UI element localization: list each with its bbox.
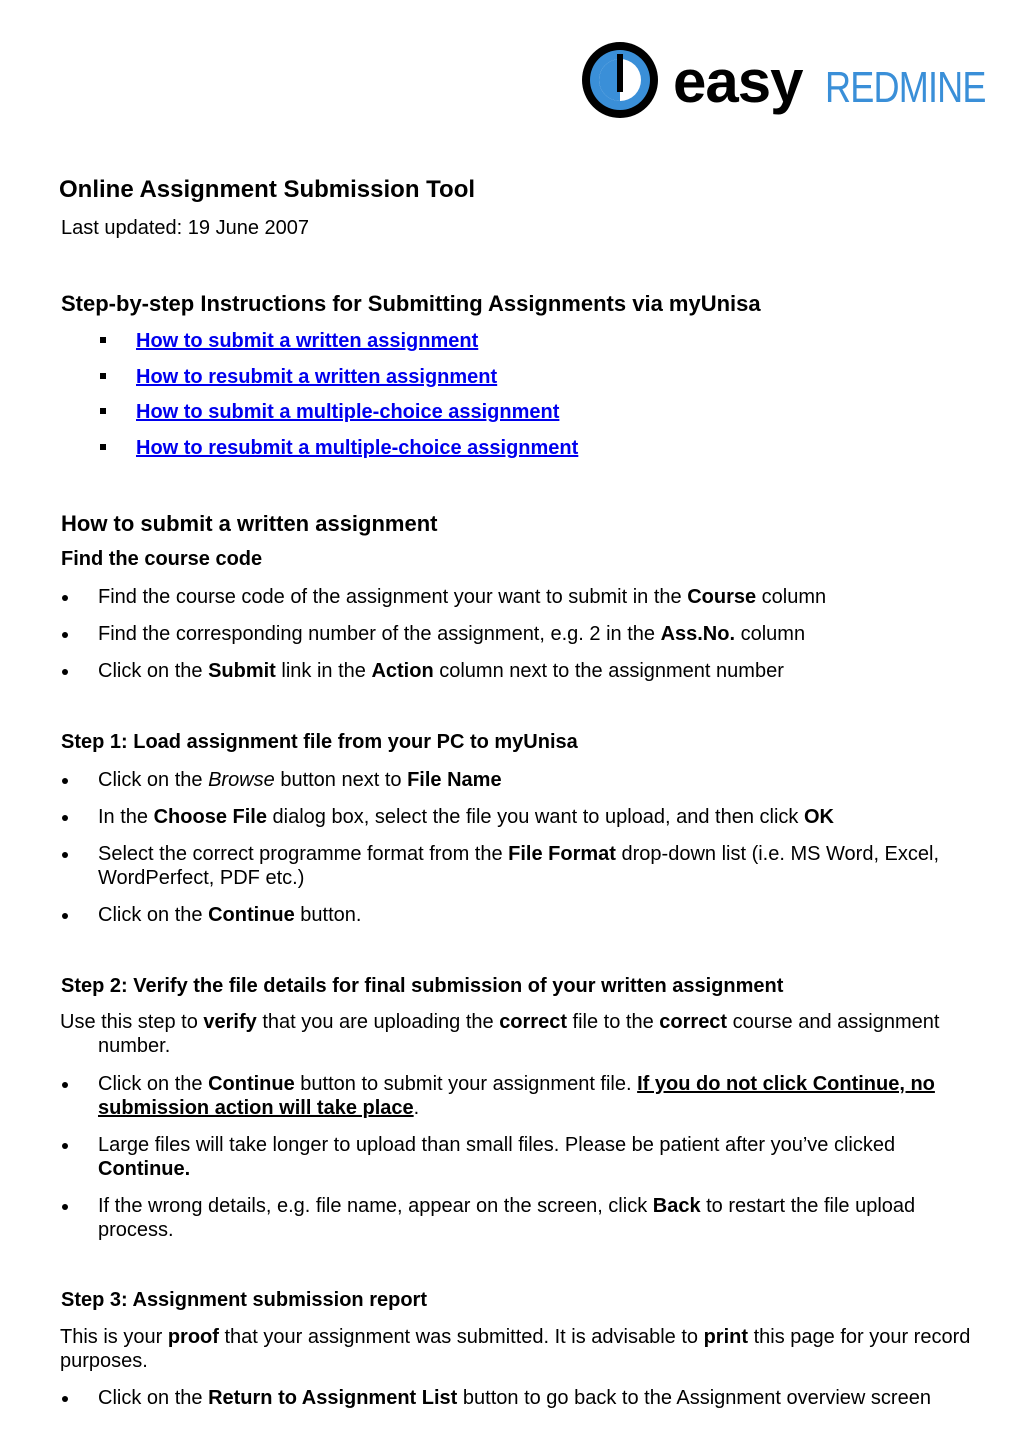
keyword: verify: [203, 1011, 257, 1033]
square-bullet-icon: [100, 337, 106, 343]
text: link in the: [275, 660, 372, 682]
list-item: [60, 622, 990, 646]
keyword: correct: [659, 1011, 728, 1033]
toc-link-resubmit-written[interactable]: How to resubmit a written assignment: [136, 365, 498, 388]
text: Find the course code of the assignment your want to submit in the: [98, 586, 688, 608]
keyword: proof: [167, 1326, 219, 1348]
keyword: Continue: [208, 1073, 295, 1095]
text: that you are uploading the: [256, 1011, 500, 1033]
logo-text-redmine: REDMINE: [825, 63, 986, 112]
text: drop-down list (i.e. MS Word, Excel, WordPerfect, PDF etc.): [98, 843, 940, 889]
text: this page for your record purposes.: [60, 1326, 971, 1372]
bullet-icon: [62, 1204, 68, 1210]
text: If the wrong details, e.g. file name, appear on the screen, click: [98, 1195, 653, 1217]
bullet-icon: [62, 852, 68, 858]
list-item: [60, 659, 990, 683]
list-item: [60, 1386, 990, 1410]
text: file to the: [567, 1011, 660, 1033]
bullet-icon: [62, 1143, 68, 1149]
bullet-icon: [62, 815, 68, 821]
step3-heading: Step 3: Assignment submission report: [61, 1289, 427, 1311]
document-title: Online Assignment Submission Tool: [59, 176, 476, 203]
keyword: Course: [687, 586, 757, 608]
find-course-code-heading: Find the course code: [61, 548, 263, 570]
logo-text-easy: easy: [673, 48, 803, 115]
bullet-icon: [62, 632, 68, 638]
text: Click on the: [98, 769, 209, 791]
section-heading-written: How to submit a written assignment: [61, 511, 438, 536]
keyword: Continue: [208, 904, 295, 926]
text: button to submit your assignment file.: [294, 1073, 638, 1095]
text: This is your: [60, 1326, 168, 1348]
easy-redmine-logo: [580, 40, 986, 120]
step3-intro: [60, 1325, 990, 1373]
toc-item: [100, 434, 578, 470]
step3-list: [60, 1386, 990, 1423]
text: .: [413, 1097, 420, 1119]
text: column next to the assignment number: [433, 660, 784, 682]
toc-link-submit-mcq[interactable]: How to submit a multiple-choice assignment: [136, 401, 560, 423]
text: Click on the: [98, 904, 209, 926]
list-item: [60, 1194, 990, 1242]
list-item: [60, 903, 990, 927]
text: In the: [98, 806, 154, 828]
bullet-icon: [62, 913, 68, 919]
text: button next to: [274, 769, 408, 791]
find-course-code-list: [60, 585, 990, 696]
text: Use this step to: [60, 1011, 204, 1033]
text: column: [735, 623, 806, 645]
text: dialog box, select the file you want to upload, and then click: [266, 806, 804, 828]
text: to restart the file upload process.: [98, 1195, 916, 1241]
easy-redmine-logo-icon: [580, 40, 660, 120]
keyword: Back: [652, 1195, 701, 1217]
toc-link-resubmit-mcq[interactable]: How to resubmit a multiple-choice assignment: [136, 436, 579, 459]
bullet-icon: [62, 669, 68, 675]
list-item: [60, 585, 990, 609]
step1-heading: Step 1: Load assignment file from your PC to myUnisa: [61, 731, 578, 753]
text: Select the correct programme format from the: [98, 843, 509, 865]
text: Large files will take longer to upload than small files. Please be patient after you’ve clicked: [98, 1134, 896, 1156]
text: that your assignment was submitted. It is advisable to: [218, 1326, 704, 1348]
toc-link-submit-written[interactable]: How to submit a written assignment: [136, 330, 479, 352]
keyword: print: [703, 1326, 749, 1348]
list-item: [60, 1072, 990, 1120]
square-bullet-icon: [100, 373, 106, 379]
list-item: [60, 1133, 990, 1181]
keyword: Continue.: [98, 1158, 191, 1180]
text: Click on the: [98, 1073, 209, 1095]
keyword: correct: [499, 1011, 567, 1033]
text: button.: [294, 904, 362, 926]
text: column: [756, 586, 827, 608]
list-item: [60, 842, 990, 890]
keyword: Choose File: [153, 806, 267, 828]
step2-list: [60, 1072, 990, 1255]
text: button to go back to the Assignment overview screen: [457, 1387, 931, 1409]
last-updated: Last updated: 19 June 2007: [61, 217, 309, 239]
step1-list: [60, 768, 990, 940]
bullet-icon: [62, 778, 68, 784]
bullet-icon: [62, 595, 68, 601]
step2-intro: [60, 1010, 990, 1058]
square-bullet-icon: [100, 408, 106, 414]
keyword: File Format: [508, 843, 616, 865]
text: Find the corresponding number of the assignment, e.g. 2 in the: [98, 623, 661, 645]
keyword: File Name: [407, 769, 502, 791]
text: course and assignment: [727, 1011, 940, 1033]
keyword: Ass.No.: [660, 623, 736, 645]
keyword: Return to Assignment List: [208, 1387, 458, 1409]
toc-item: [100, 398, 578, 434]
toc-item: [100, 363, 578, 399]
bullet-icon: [62, 1396, 68, 1402]
keyword: Action: [371, 660, 434, 682]
keyword: Submit: [208, 660, 276, 682]
bullet-icon: [62, 1082, 68, 1088]
text: Click on the: [98, 660, 209, 682]
list-item: [60, 805, 990, 829]
toc-list: [100, 327, 578, 469]
keyword: OK: [803, 806, 834, 828]
list-item: [60, 768, 990, 792]
warning-text: If you do not click Continue, no submission action will take place: [98, 1073, 935, 1119]
step2-heading: Step 2: Verify the file details for final submission of your written assignment: [61, 975, 784, 997]
square-bullet-icon: [100, 444, 106, 450]
toc-heading: Step-by-step Instructions for Submitting Assignments via myUnisa: [61, 291, 761, 316]
text: Click on the: [98, 1387, 209, 1409]
text: number.: [98, 1035, 171, 1057]
keyword: Browse: [208, 769, 275, 791]
toc-item: [100, 327, 578, 363]
